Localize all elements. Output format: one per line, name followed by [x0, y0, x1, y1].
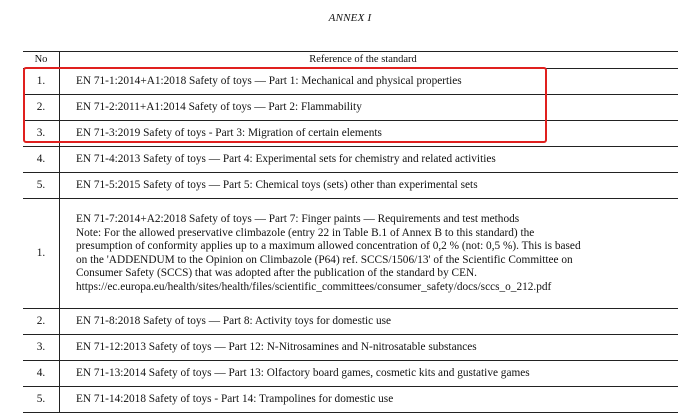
row-number: 4.	[23, 361, 60, 387]
table-row	[23, 69, 678, 95]
table-row	[23, 173, 678, 199]
row-reference: EN 71-5:2015 Safety of toys — Part 5: Chemical toys (sets) other than experimental sets	[60, 173, 679, 199]
note-line: Consumer Safety (SCCS) that was adopted after the publication of the standard by CEN.	[76, 267, 477, 279]
row-reference	[60, 199, 679, 309]
row-number: 2.	[23, 309, 60, 335]
row-reference: EN 71-3:2019 Safety of toys - Part 3: Migration of certain elements	[60, 121, 679, 147]
header-no: No	[23, 52, 60, 69]
row-reference: EN 71-4:2013 Safety of toys — Part 4: Experimental sets for chemistry and related activities	[60, 147, 679, 173]
row-reference: EN 71-13:2014 Safety of toys — Part 13: Olfactory board games, cosmetic kits and gustative games	[60, 361, 679, 387]
note-line: Note: For the allowed preservative climbazole (entry 22 in Table B.1 of Annex B to this standard) the	[76, 226, 535, 239]
annex-title: ANNEX I	[328, 12, 372, 24]
note-url-line: https://ec.europa.eu/health/sites/health/files/scientific_committees/consumer_safety/docs/sccs_o_212.pdf	[76, 280, 552, 293]
row-number: 5.	[23, 387, 60, 413]
table-row	[23, 199, 678, 309]
note-line: on the 'ADDENDUM to the Opinion on Climbazole (P64) ref. SCCS/1506/13' of the Scientific Committee on	[76, 253, 573, 266]
row-number: 3.	[23, 121, 60, 147]
header-reference: Reference of the standard	[60, 52, 679, 69]
row-reference: EN 71-12:2013 Safety of toys — Part 12: N-Nitrosamines and N-nitrosatable substances	[60, 335, 679, 361]
row-number: 3.	[23, 335, 60, 361]
reference-line: EN 71-7:2014+A2:2018 Safety of toys — Part 7: Finger paints — Requirements and test methods	[76, 213, 520, 225]
table-row	[23, 309, 678, 335]
standards-table	[23, 51, 678, 413]
table-header-row	[23, 52, 678, 69]
row-reference: EN 71-8:2018 Safety of toys — Part 8: Activity toys for domestic use	[60, 309, 679, 335]
table-row	[23, 121, 678, 147]
row-reference: EN 71-1:2014+A1:2018 Safety of toys — Part 1: Mechanical and physical properties	[60, 69, 679, 95]
row-reference: EN 71-14:2018 Safety of toys - Part 14: Trampolines for domestic use	[60, 387, 679, 413]
row-number: 2.	[23, 95, 60, 121]
table-row	[23, 147, 678, 173]
table-row	[23, 95, 678, 121]
row-reference: EN 71-2:2011+A1:2014 Safety of toys — Part 2: Flammability	[60, 95, 679, 121]
row-number: 1.	[23, 69, 60, 95]
note-line: presumption of conformity applies up to a maximum allowed concentration of 0,2 % (not: 0,5 %). This is based	[76, 240, 581, 252]
row-number: 1.	[23, 199, 60, 309]
row-number: 4.	[23, 147, 60, 173]
table-row	[23, 361, 678, 387]
table-row	[23, 335, 678, 361]
row-number: 5.	[23, 173, 60, 199]
